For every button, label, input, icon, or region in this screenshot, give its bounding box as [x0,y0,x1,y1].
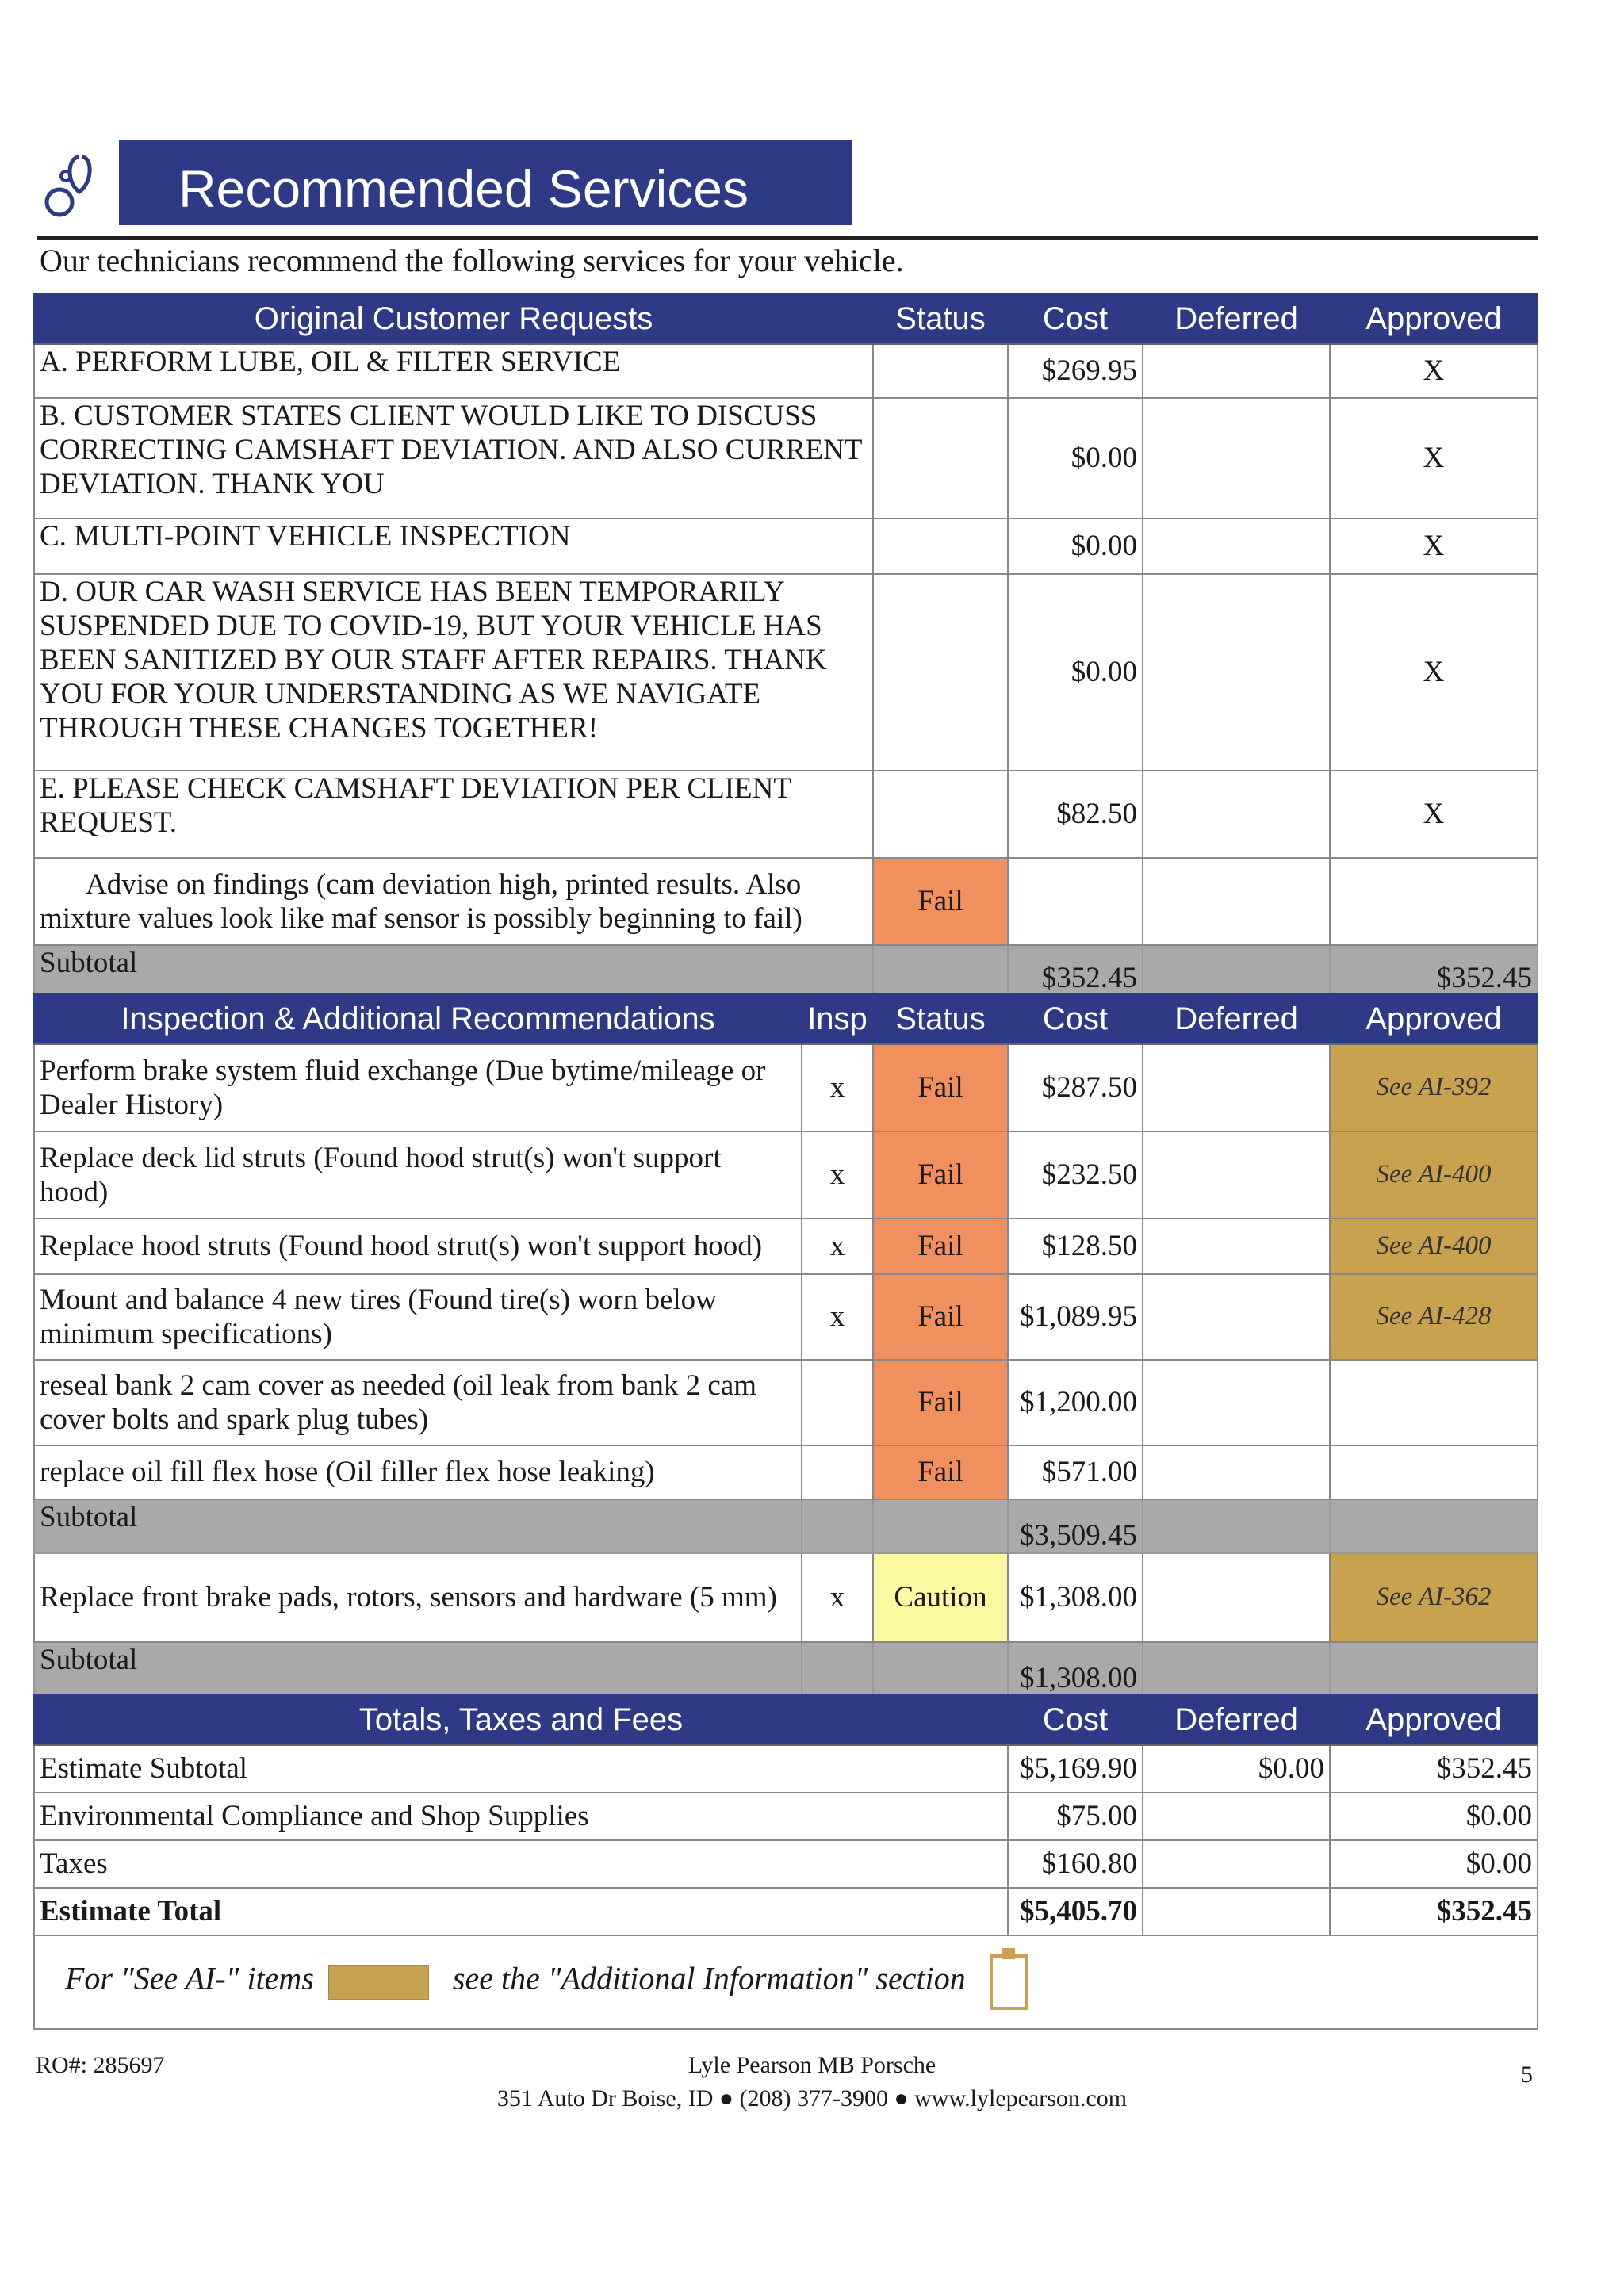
row-cost: $0.00 [1008,574,1143,771]
table-row [34,858,1538,945]
table-row [34,344,1538,398]
row-insp [802,1360,873,1445]
header-divider [37,236,1538,240]
column-header-approved: Approved [1330,1695,1538,1745]
row-cost: $287.50 [1008,1044,1143,1131]
subtotal-row [34,1499,1538,1553]
row-approved: X [1330,519,1538,574]
row-approved: X [1330,771,1538,858]
totals-cost: $5,405.70 [1008,1888,1143,1935]
table-row [34,1044,1538,1131]
row-deferred [1143,1445,1330,1499]
legend-suffix: see the "Additional Information" section [452,1959,966,1996]
totals-approved: $352.45 [1330,1888,1538,1935]
row-deferred [1143,1553,1330,1642]
totals-cost: $160.80 [1008,1840,1143,1888]
row-deferred [1143,398,1330,519]
row-description: A. PERFORM LUBE, OIL & FILTER SERVICE [34,344,873,398]
row-status [873,519,1008,574]
row-cost: $269.95 [1008,344,1143,398]
subtotal-label: Subtotal [34,1642,802,1696]
subtotal-label: Subtotal [34,1499,802,1553]
status-badge: Fail [873,1360,1008,1445]
row-status [873,398,1008,519]
row-cost: $232.50 [1008,1131,1143,1219]
row-insp: x [802,1131,873,1219]
totals-deferred [1143,1793,1330,1840]
row-description: Replace hood struts (Found hood strut(s) won't support hood) [34,1219,802,1274]
totals-label: Taxes [34,1840,1008,1888]
see-ai-link[interactable]: See AI-428 [1330,1274,1538,1360]
table-row [34,1745,1538,1793]
page-number: 5 [1521,2061,1533,2088]
row-description: Mount and balance 4 new tires (Found tire(s) worn below minimum specifications) [34,1274,802,1360]
intro-text: Our technicians recommend the following services for your vehicle. [40,243,904,278]
see-ai-link[interactable]: See AI-400 [1330,1219,1538,1274]
row-cost: $1,200.00 [1008,1360,1143,1445]
table-row [34,1793,1538,1840]
totals-deferred: $0.00 [1143,1745,1330,1793]
original-requests-table [33,293,1538,997]
totals-cost: $75.00 [1008,1793,1143,1840]
column-header-cost: Cost [1008,294,1143,344]
row-deferred [1143,1360,1330,1445]
table-row [34,1840,1538,1888]
table-header-row [34,294,1538,344]
column-header-deferred: Deferred [1143,294,1330,344]
see-ai-swatch [328,1965,429,2000]
legend-row [34,1935,1538,2029]
row-deferred [1143,771,1330,858]
row-description: Advise on findings (cam deviation high, printed results. Also mixture values look like maf sensor is possibly beginning to fail) [34,858,873,945]
row-cost: $128.50 [1008,1219,1143,1274]
totals-approved: $0.00 [1330,1840,1538,1888]
row-description: C. MULTI-POINT VEHICLE INSPECTION [34,519,873,574]
column-header-deferred: Deferred [1143,994,1330,1044]
table-row [34,398,1538,519]
row-status [873,344,1008,398]
row-deferred [1143,519,1330,574]
table-row [34,771,1538,858]
row-insp: x [802,1553,873,1642]
subtotal-row [34,945,1538,996]
table-row [34,1360,1538,1445]
status-badge: Fail [873,1445,1008,1499]
row-deferred [1143,574,1330,771]
row-approved: X [1330,574,1538,771]
table-row [34,1888,1538,1935]
row-approved: X [1330,344,1538,398]
row-approved [1330,1360,1538,1445]
row-approved: X [1330,398,1538,519]
row-approved [1330,1445,1538,1499]
row-description: reseal bank 2 cam cover as needed (oil leak from bank 2 cam cover bolts and spark plug tubes) [34,1360,802,1445]
column-header-deferred: Deferred [1143,1695,1330,1745]
column-header-approved: Approved [1330,294,1538,344]
table-header-row [34,994,1538,1044]
row-cost [1008,858,1143,945]
row-deferred [1143,1044,1330,1131]
stethoscope-icon [44,151,119,222]
column-header-description: Inspection & Additional Recommendations [34,994,802,1044]
table-row [34,519,1538,574]
row-deferred [1143,1274,1330,1360]
status-badge: Fail [873,1274,1008,1360]
row-cost: $0.00 [1008,398,1143,519]
row-approved [1330,858,1538,945]
column-header-description: Original Customer Requests [34,294,873,344]
totals-label: Estimate Total [34,1888,1008,1935]
row-cost: $571.00 [1008,1445,1143,1499]
row-insp: x [802,1219,873,1274]
totals-label: Environmental Compliance and Shop Supplies [34,1793,1008,1840]
inspection-table [33,993,1538,1697]
row-status [873,574,1008,771]
row-deferred [1143,1131,1330,1219]
subtotal-approved: $352.45 [1330,945,1538,996]
ro-number: RO#: 285697 [36,2052,165,2078]
clipboard-icon [990,1954,1028,2010]
see-ai-link[interactable]: See AI-400 [1330,1131,1538,1219]
totals-cost: $5,169.90 [1008,1745,1143,1793]
totals-approved: $352.45 [1330,1745,1538,1793]
column-header-insp: Insp [802,994,873,1044]
page-title: Recommended Services [119,140,852,225]
table-row [34,1219,1538,1274]
table-header-row [34,1695,1538,1745]
row-cost: $1,308.00 [1008,1553,1143,1642]
subtotal-row [34,1642,1538,1696]
table-row [34,1274,1538,1360]
row-description: B. CUSTOMER STATES CLIENT WOULD LIKE TO DISCUSS CORRECTING CAMSHAFT DEVIATION. AND ALSO CURRENT DEVIATION. THANK YOU [34,398,873,519]
column-header-approved: Approved [1330,994,1538,1044]
column-header-description: Totals, Taxes and Fees [34,1695,1008,1745]
row-description: D. OUR CAR WASH SERVICE HAS BEEN TEMPORARILY SUSPENDED DUE TO COVID-19, BUT YOUR VEHICLE HAS BEEN SANITIZED BY OUR STAFF AFTER REPAIRS. THANK YOU FOR YOUR UNDERSTANDING AS WE NAVIGATE THROUGH THESE CHANGES TOGETHER! [34,574,873,771]
status-badge: Fail [873,1044,1008,1131]
subtotal-cost: $3,509.45 [1008,1499,1143,1553]
row-cost: $0.00 [1008,519,1143,574]
row-deferred [1143,344,1330,398]
column-header-status: Status [873,294,1008,344]
see-ai-link[interactable]: See AI-362 [1330,1553,1538,1642]
row-description: Replace front brake pads, rotors, sensors and hardware (5 mm) [34,1553,802,1642]
totals-approved: $0.00 [1330,1793,1538,1840]
status-badge: Fail [873,1131,1008,1219]
totals-deferred [1143,1888,1330,1935]
row-cost: $82.50 [1008,771,1143,858]
totals-table [33,1694,1538,2030]
row-description: Replace deck lid struts (Found hood strut(s) won't support hood) [34,1131,802,1219]
row-description: E. PLEASE CHECK CAMSHAFT DEVIATION PER CLIENT REQUEST. [34,771,873,858]
row-status [873,771,1008,858]
status-badge: Caution [873,1553,1008,1642]
table-row [34,574,1538,771]
row-insp [802,1445,873,1499]
row-deferred [1143,1219,1330,1274]
row-insp: x [802,1274,873,1360]
see-ai-link[interactable]: See AI-392 [1330,1044,1538,1131]
subtotal-cost: $352.45 [1008,945,1143,996]
row-insp: x [802,1044,873,1131]
dealer-address: 351 Auto Dr Boise, ID ● (208) 377-3900 ● www.lylepearson.com [496,2085,1128,2111]
table-row [34,1131,1538,1219]
totals-deferred [1143,1840,1330,1888]
status-badge: Fail [873,858,1008,945]
row-deferred [1143,858,1330,945]
table-row [34,1445,1538,1499]
subtotal-label: Subtotal [34,945,873,996]
totals-label: Estimate Subtotal [34,1745,1008,1793]
row-description: replace oil fill flex hose (Oil filler flex hose leaking) [34,1445,802,1499]
column-header-cost: Cost [1008,1695,1143,1745]
status-badge: Fail [873,1219,1008,1274]
row-description: Perform brake system fluid exchange (Due bytime/mileage or Dealer History) [34,1044,802,1131]
subtotal-cost: $1,308.00 [1008,1642,1143,1696]
table-row [34,1553,1538,1642]
legend-prefix: For "See AI-" items [65,1959,314,1996]
row-cost: $1,089.95 [1008,1274,1143,1360]
dealer-name: Lyle Pearson MB Porsche [688,2052,936,2078]
column-header-cost: Cost [1008,994,1143,1044]
column-header-status: Status [873,994,1008,1044]
